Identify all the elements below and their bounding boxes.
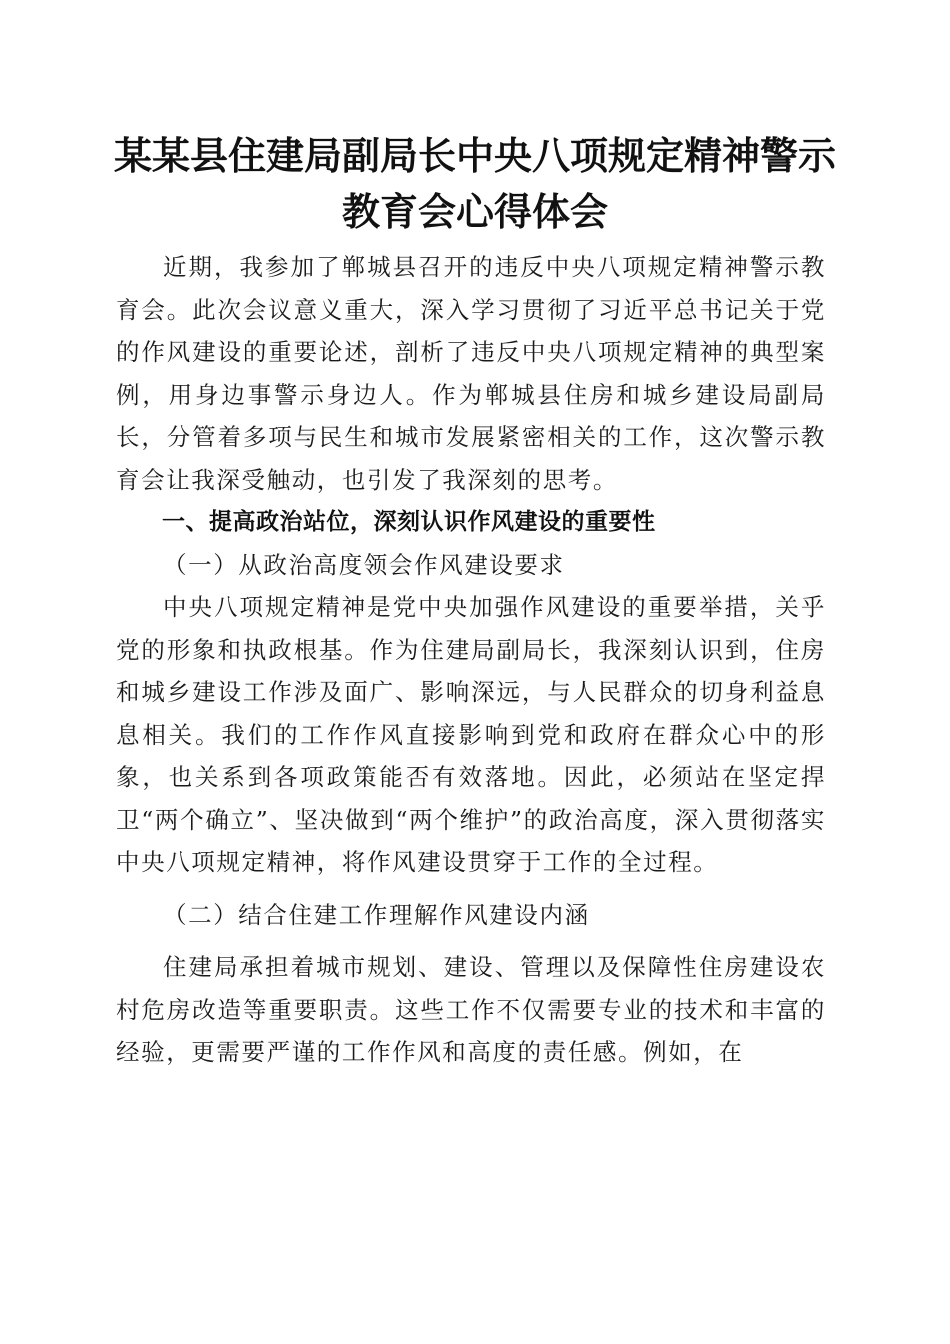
document-body [116,246,826,1074]
subsection-heading-1: （一）从政治高度领会作风建设要求 [163,550,565,579]
spacer [116,884,826,894]
document-title: 某某县住建局副局长中央八项规定精神警示教育会心得体会 [113,133,836,234]
subsection-2-paragraph: 住建局承担着城市规划、建设、管理以及保障性住房建设农村危房改造等重要职责。这些工作不仅需要专业的技术和丰富的经验，更需要严谨的工作作风和高度的责任感。例如，在 [116,953,826,1066]
subsection-1-paragraph: 中央八项规定精神是党中央加强作风建设的重要举措，关乎党的形象和执政根基。作为住建局副局长，我深刻认识到，住房和城乡建设工作涉及面广、影响深远，与人民群众的切身利益息息相关。我们的工作作风直接影响到党和政府在群众心中的形象，也关系到各项政策能否有效落地。因此，必须站在坚定捍卫“两个确立”、坚决做到“两个维护”的政治高度，深入贯彻落实中央八项规定精神，将作风建设贯穿于工作的全过程。 [116,593,826,876]
spacer [116,936,826,946]
section-heading-1: 一、提高政治站位，深刻认识作风建设的重要性 [162,509,656,535]
subsection-heading-2: （二）结合住建工作理解作风建设内涵 [163,900,590,929]
intro-paragraph: 近期，我参加了郸城县召开的违反中央八项规定精神警示教育会。此次会议意义重大，深入学习贯彻了习近平总书记关于党的作风建设的重要论述，剖析了违反中央八项规定精神的典型案例，用身边事警示身边人。作为郸城县住房和城乡建设局副局长，分管着多项与民生和城市发展紧密相关的工作，这次警示教育会让我深受触动，也引发了我深刻的思考。 [116,253,826,494]
